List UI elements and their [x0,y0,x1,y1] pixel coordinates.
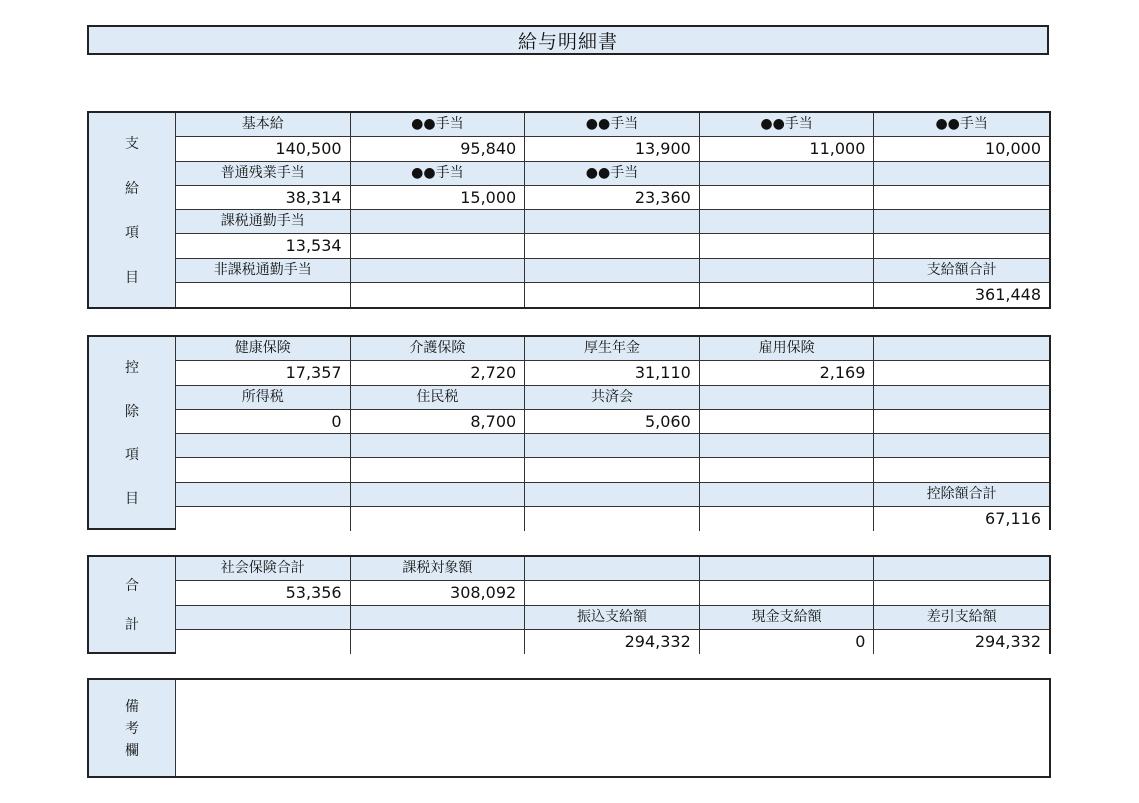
pay-side-label [89,113,176,307]
amount-cell [874,186,1049,210]
item-label-cell: 社会保険合計 [176,557,351,581]
amount-cell [874,361,1049,385]
amount-cell: 361,448 [874,283,1049,307]
amount-cell [176,458,351,482]
item-label-cell: ●●手当 [525,113,700,137]
amount-cell [351,283,526,307]
amount-cell [525,283,700,307]
amount-cell: 38,314 [176,186,351,210]
total-section [87,555,1051,654]
side-label-char: 計 [125,617,139,634]
item-label-cell [874,434,1049,458]
amount-cell [525,507,700,531]
amount-cell: 23,360 [525,186,700,210]
amount-cell [874,458,1049,482]
item-label-cell [176,483,351,507]
amount-cell [700,458,875,482]
amount-cell [351,458,526,482]
remarks-side-label [89,680,176,776]
item-label-cell: 控除額合計 [874,483,1049,507]
amount-cell [525,458,700,482]
side-label-char: 合 [125,577,139,594]
item-label-cell: 基本給 [176,113,351,137]
deduction-section [87,335,1051,530]
item-label-cell [700,557,875,581]
item-label-cell [176,434,351,458]
remarks-side-char: 欄 [125,743,139,759]
amount-cell [351,507,526,531]
item-label-cell: ●●手当 [351,162,526,186]
amount-cell: 8,700 [351,410,526,434]
item-label-cell: 非課税通勤手当 [176,259,351,283]
side-label-char: 控 [125,359,139,376]
item-label-cell [525,483,700,507]
item-label-cell: 介護保険 [351,337,526,361]
item-label-cell: ●●手当 [525,162,700,186]
item-label-cell [525,434,700,458]
amount-cell [525,581,700,605]
item-label-cell: 所得税 [176,386,351,410]
amount-cell [700,186,875,210]
deduction-side-label [89,337,176,528]
amount-cell: 15,000 [351,186,526,210]
page-title: 給与明細書 [87,25,1049,55]
item-label-cell [351,606,526,630]
amount-cell [176,507,351,531]
deduction-grid [176,337,1049,528]
item-label-cell [700,162,875,186]
amount-cell: 294,332 [874,630,1049,654]
item-label-cell [176,606,351,630]
amount-cell: 13,534 [176,234,351,258]
remarks-side-char: 考 [125,721,139,737]
amount-cell [874,410,1049,434]
item-label-cell: 普通残業手当 [176,162,351,186]
item-label-cell [525,259,700,283]
item-label-cell: ●●手当 [874,113,1049,137]
amount-cell: 13,900 [525,137,700,161]
amount-cell [700,234,875,258]
amount-cell: 308,092 [351,581,526,605]
item-label-cell: 課税対象額 [351,557,526,581]
amount-cell [700,507,875,531]
amount-cell [525,234,700,258]
item-label-cell [351,259,526,283]
item-label-cell [700,483,875,507]
amount-cell: 2,720 [351,361,526,385]
remarks-field[interactable] [176,680,1049,776]
amount-cell [351,630,526,654]
item-label-cell: ●●手当 [700,113,875,137]
amount-cell: 2,169 [700,361,875,385]
amount-cell: 53,356 [176,581,351,605]
item-label-cell [874,210,1049,234]
amount-cell: 294,332 [525,630,700,654]
item-label-cell: 課税通勤手当 [176,210,351,234]
amount-cell: 5,060 [525,410,700,434]
amount-cell [700,410,875,434]
amount-cell: 0 [700,630,875,654]
item-label-cell: 振込支給額 [525,606,700,630]
amount-cell: 31,110 [525,361,700,385]
amount-cell [700,581,875,605]
item-label-cell [874,162,1049,186]
item-label-cell [525,557,700,581]
amount-cell: 17,357 [176,361,351,385]
item-label-cell: 支給額合計 [874,259,1049,283]
remarks-side-char: 備 [125,699,139,715]
remarks-section [87,678,1051,778]
item-label-cell [700,259,875,283]
side-label-char: 支 [125,136,139,153]
item-label-cell: 雇用保険 [700,337,875,361]
amount-cell: 11,000 [700,137,875,161]
side-label-char: 給 [125,180,139,197]
amount-cell [874,581,1049,605]
item-label-cell [525,210,700,234]
amount-cell: 140,500 [176,137,351,161]
amount-cell [874,234,1049,258]
item-label-cell: 共済会 [525,386,700,410]
item-label-cell [351,483,526,507]
total-grid [176,557,1049,652]
amount-cell: 10,000 [874,137,1049,161]
pay-section [87,111,1051,309]
amount-cell [351,234,526,258]
item-label-cell [700,386,875,410]
amount-cell: 0 [176,410,351,434]
item-label-cell [874,337,1049,361]
item-label-cell: 健康保険 [176,337,351,361]
amount-cell [176,630,351,654]
item-label-cell: 厚生年金 [525,337,700,361]
amount-cell: 95,840 [351,137,526,161]
amount-cell [700,283,875,307]
item-label-cell [874,386,1049,410]
side-label-char: 除 [125,403,139,420]
side-label-char: 目 [125,491,139,508]
side-label-char: 項 [125,447,139,464]
item-label-cell [700,434,875,458]
side-label-char: 項 [125,225,139,242]
amount-cell [176,283,351,307]
item-label-cell: 住民税 [351,386,526,410]
pay-grid [176,113,1049,307]
item-label-cell [351,434,526,458]
item-label-cell: ●●手当 [351,113,526,137]
item-label-cell [874,557,1049,581]
item-label-cell [351,210,526,234]
total-side-label [89,557,176,652]
amount-cell: 67,116 [874,507,1049,531]
item-label-cell: 現金支給額 [700,606,875,630]
item-label-cell: 差引支給額 [874,606,1049,630]
item-label-cell [700,210,875,234]
side-label-char: 目 [125,269,139,286]
